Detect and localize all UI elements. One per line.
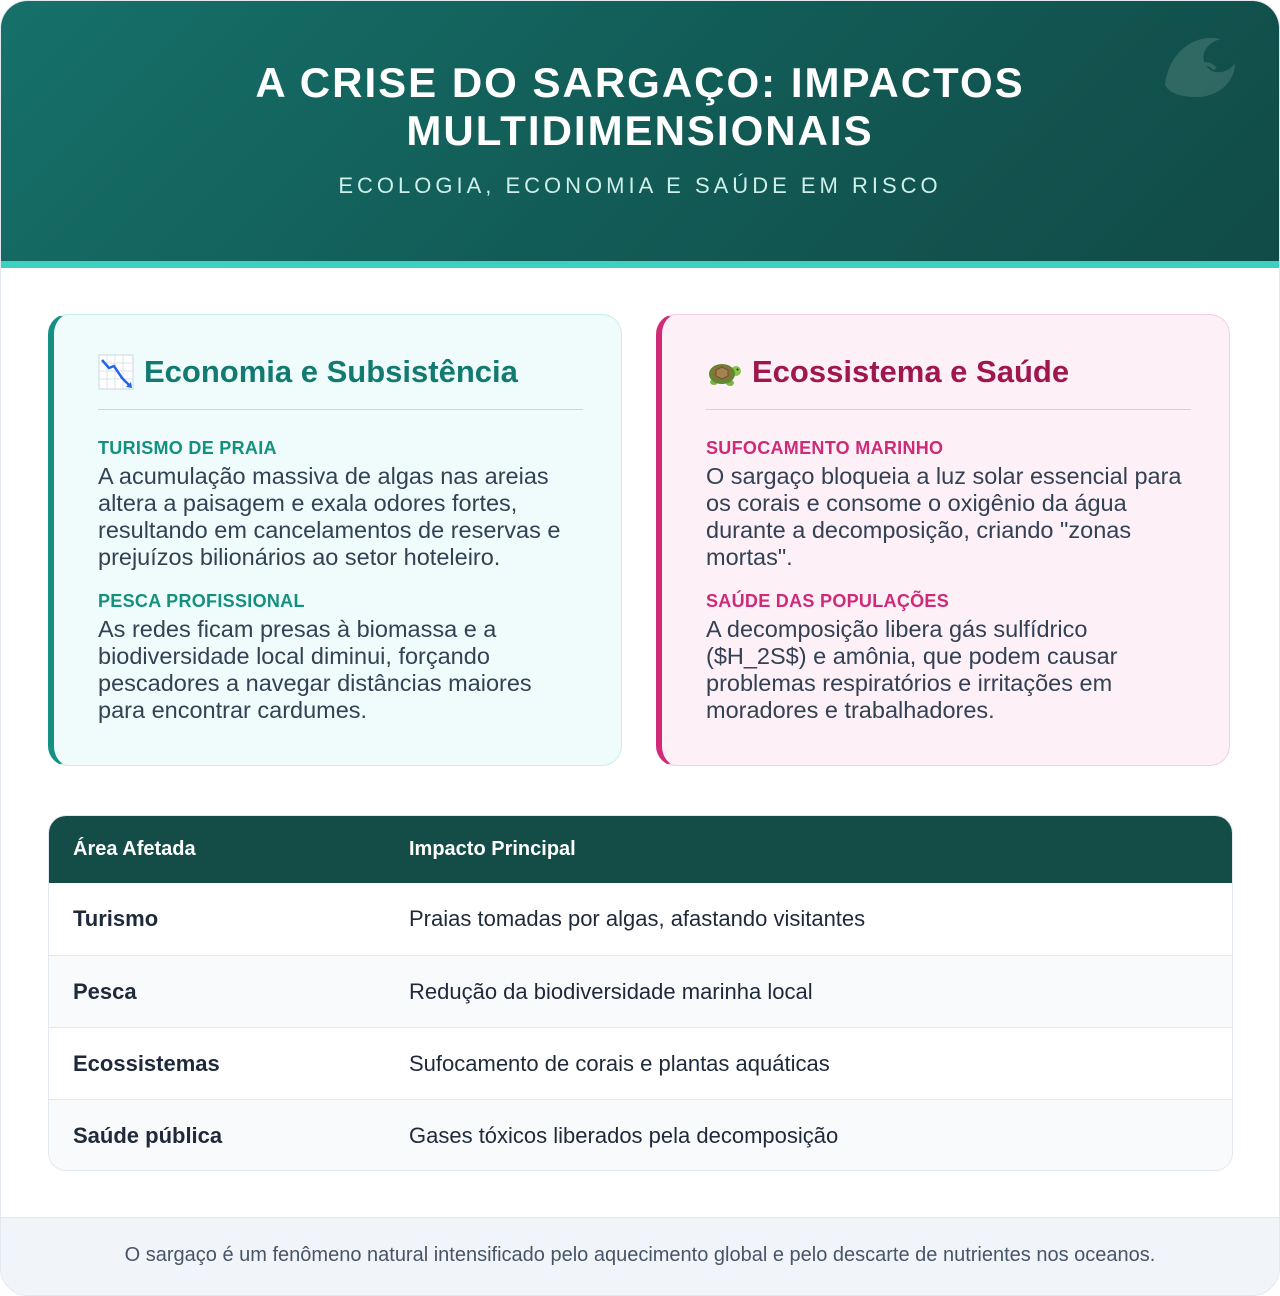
card-economia-divider bbox=[98, 409, 583, 410]
page-title bbox=[1, 59, 1279, 155]
section-text-pesca: As redes ficam presas à biomassa e a biodiversidade local diminui, forçando pescadores a navegar distâncias maiores para encontrar cardumes. bbox=[98, 616, 532, 723]
table-cell-impact: Redução da biodiversidade marinha local bbox=[385, 956, 1232, 1028]
turtle-icon bbox=[706, 354, 742, 390]
table-header-row bbox=[49, 816, 1232, 883]
table-cell-impact: Gases tóxicos liberados pela decomposição bbox=[385, 1100, 1232, 1172]
section-text-saude: A decomposição libera gás sulfídrico ($H_2S$) e amônia, que podem causar problemas respiratórios e irritações em moradores e trabalhadores. bbox=[706, 616, 1118, 723]
section-label-saude: SAÚDE DAS POPULAÇÕES bbox=[706, 591, 950, 611]
footer-note: O sargaço é um fenômeno natural intensificado pelo aquecimento global e pelo descarte de nutrientes nos oceanos. bbox=[1, 1217, 1279, 1296]
table-cell-area: Pesca bbox=[49, 956, 385, 1028]
table-cell-area: Saúde pública bbox=[49, 1100, 385, 1172]
table-row bbox=[49, 956, 1232, 1028]
table-cell-impact: Praias tomadas por algas, afastando visitantes bbox=[409, 906, 866, 931]
card-economia-title: Economia e Subsistência bbox=[144, 354, 518, 389]
card-ecossistema-title: Ecossistema e Saúde bbox=[752, 354, 1070, 389]
column-header-area: Área Afetada bbox=[73, 838, 196, 860]
card-economia-header bbox=[98, 351, 583, 393]
table-cell-area: Turismo bbox=[73, 906, 159, 931]
card-economia bbox=[48, 314, 622, 766]
section-text-turismo: A acumulação massiva de algas nas areias altera a paisagem e exala odores fortes, resultando em cancelamentos de reservas e prejuízos bilionários ao setor hoteleiro. bbox=[98, 463, 561, 570]
title-line-1: A CRISE DO SARGAÇO: IMPACTOS bbox=[255, 59, 1025, 106]
section-label-turismo: TURISMO DE PRAIA bbox=[98, 438, 277, 458]
card-ecossistema-header bbox=[706, 351, 1191, 393]
impact-table bbox=[48, 815, 1233, 1171]
table-cell-impact: Sufocamento de corais e plantas aquáticas bbox=[385, 1028, 1232, 1100]
column-header-impact: Impacto Principal bbox=[409, 838, 576, 860]
header-banner bbox=[1, 1, 1279, 268]
card-ecossistema-divider bbox=[706, 409, 1191, 410]
chart-decreasing-icon bbox=[98, 354, 134, 390]
table-row bbox=[49, 1100, 1232, 1172]
page-subtitle: ECOLOGIA, ECONOMIA E SAÚDE EM RISCO bbox=[338, 173, 942, 198]
card-ecossistema bbox=[656, 314, 1230, 766]
table-cell-area: Ecossistemas bbox=[49, 1028, 385, 1100]
table-row bbox=[49, 1028, 1232, 1100]
section-label-sufocamento: SUFOCAMENTO MARINHO bbox=[706, 438, 944, 458]
title-line-2: MULTIDIMENSIONAIS bbox=[406, 107, 874, 154]
table-row bbox=[49, 883, 1232, 956]
section-text-sufocamento: O sargaço bloqueia a luz solar essencial para os corais e consome o oxigênio da água durante a decomposição, criando "zonas mortas". bbox=[706, 463, 1182, 570]
impact-table-grid bbox=[49, 816, 1232, 1171]
section-label-pesca: PESCA PROFISSIONAL bbox=[98, 591, 305, 611]
